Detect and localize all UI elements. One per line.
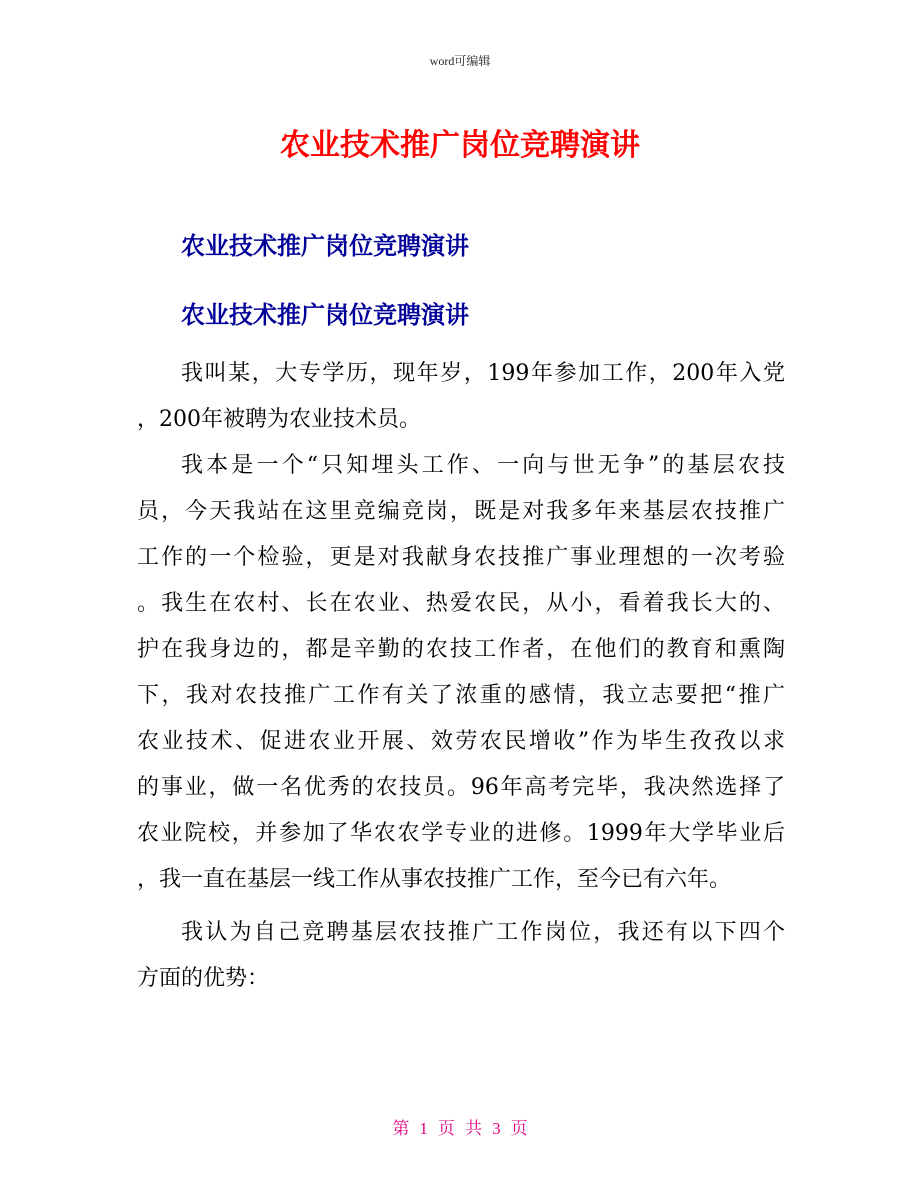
footer-current-page: 1 — [419, 1119, 428, 1138]
document-title: 农业技术推广岗位竞聘演讲 — [280, 128, 640, 163]
paragraph-line: 农业院校，并参加了华农农学专业的进修。1999年大学毕业后 — [137, 821, 785, 846]
footer-middle: 页 共 — [437, 1119, 483, 1138]
footer-suffix: 页 — [510, 1119, 528, 1138]
paragraph-line: 护在我身边的，都是辛勤的农技工作者，在他们的教育和熏陶 — [137, 637, 785, 662]
paragraph-line: 我本是一个“只知埋头工作、一向与世无争”的基层农技 — [181, 453, 785, 478]
paragraph-line: ，我一直在基层一线工作从事农技推广工作，至今已有六年。 — [137, 867, 732, 892]
paragraph-line: 我认为自己竞聘基层农技推广工作岗位，我还有以下四个 — [181, 920, 785, 945]
sub-heading-1: 农业技术推广岗位竞聘演讲 — [181, 232, 469, 260]
paragraph-line: 员，今天我站在这里竞编竞岗，既是对我多年来基层农技推广 — [137, 499, 785, 524]
page-footer — [0, 1114, 920, 1139]
paragraph-line: 农业技术、促进农业开展、效劳农民增收”作为毕生孜孜以求 — [137, 729, 785, 754]
sub-heading-2: 农业技术推广岗位竞聘演讲 — [181, 301, 469, 329]
footer-total-pages: 3 — [492, 1119, 501, 1138]
footer-prefix: 第 — [392, 1119, 410, 1138]
paragraph-line: 。我生在农村、长在农业、热爱农民，从小，看着我长大的、 — [137, 591, 785, 616]
paragraph-line: 我叫某，大专学历，现年岁，199年参加工作，200年入党 — [181, 361, 785, 386]
paragraph-line: 下，我对农技推广工作有关了浓重的感情，我立志要把“推广 — [137, 683, 785, 708]
header-note: word可编辑 — [429, 54, 491, 68]
paragraph-line: 方面的优势： — [137, 966, 270, 991]
paragraph-line: 工作的一个检验，更是对我献身农技推广事业理想的一次考验 — [137, 545, 785, 570]
paragraph-line: ，200年被聘为农业技术员。 — [137, 407, 421, 432]
paragraph-line: 的事业，做一名优秀的农技员。96年高考完毕，我决然选择了 — [137, 775, 785, 800]
